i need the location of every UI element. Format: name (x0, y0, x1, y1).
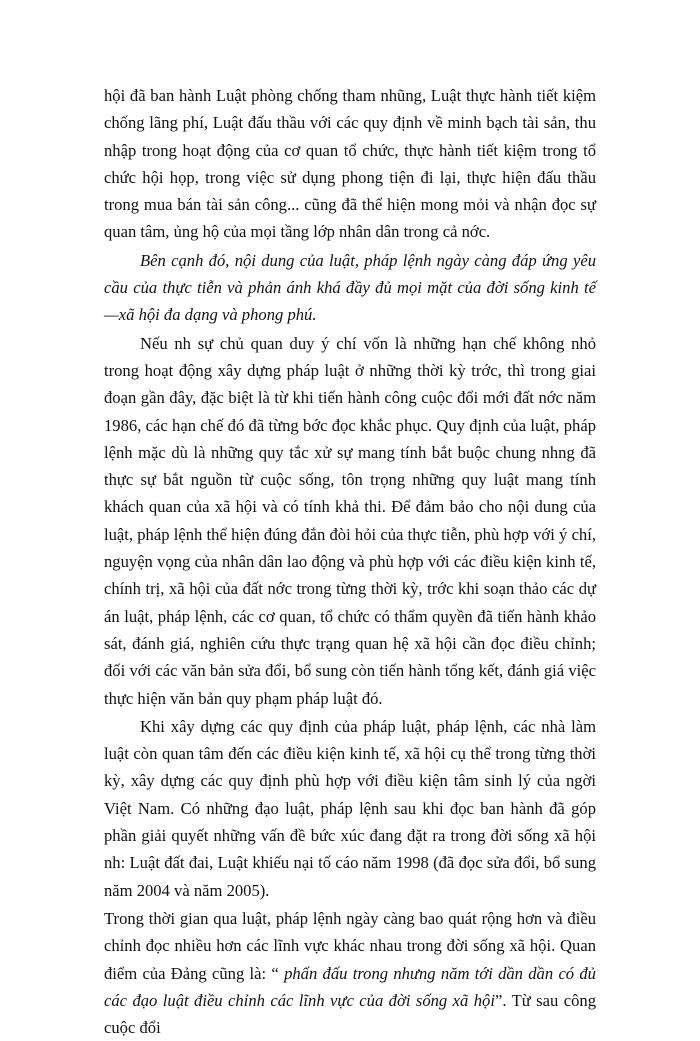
paragraph-socioeconomic-conditions: Khi xây dựng các quy định của pháp luật, pháp lệnh, các nhà làm luật còn quan tâm đến các điều kiện kinh tế, xã hội cụ thể trong từng thời kỳ, xây dựng các quy định phù hợp với điều kiện tâm sinh lý của ngời Việt Nam. Có những đạo luật, pháp lệnh sau khi đọc ban hành đã góp phần giải quyết những vấn đề bức xúc đang đặt ra trong đời sống xã hội nh: Luật đất đai, Luật khiếu nại tố cáo năm 1998 (đã đọc sửa đổi, bổ sung năm 2004 và năm 2005). (104, 716, 596, 900)
paragraph-scope-expansion (104, 905, 596, 1041)
party-quote: phấn đấu trong nhưng năm tới dần dần có đủ các đạo luật điều chỉnh các lĩnh vực của đời sống xã hội (104, 963, 596, 1010)
paragraph-anti-corruption: hội đã ban hành Luật phòng chống tham nhũng, Luật thực hành tiết kiệm chống lãng phí, Luật đấu thầu với các quy định về minh bạch tài sản, thu nhập trong hoạt động của cơ quan tổ chức, thực hành tiết kiệm trong tổ chức hội họp, trong việc sử dụng phong tiện đi lại, thực hiện đấu thầu trong mua bán tài sản công... cũng đã thể hiện mong mỏi và nhận đọc sự quan tâm, ủng hộ của mọi tầng lớp nhân dân trong cả nớc. (104, 86, 596, 242)
paragraph-text-before-quote: Trong thời gian qua luật, pháp lệnh ngày càng bao quát rộng hơn và điều chỉnh đọc nhiều hơn các lĩnh vực khác nhau trong đời sống xã hội. Quan điểm của Đảng cũng là: “ (104, 908, 596, 983)
paragraph-content-diversity: Bên cạnh đó, nội dung của luật, pháp lệnh ngày càng đáp ứng yêu cầu của thực tiễn và phản ánh khá đầy đủ mọi mặt của đời sống kinh tế —xã hội đa dạng và phong phú. (104, 250, 596, 325)
paragraph-text-after-quote: ”. Từ sau công cuộc đổi (104, 990, 596, 1038)
paragraph-lawmaking-limitations: Nếu nh sự chủ quan duy ý chí vốn là những hạn chế không nhỏ trong hoạt động xây dựng pháp luật ở những thời kỳ trớc, thì trong giai đoạn gần đây, đặc biệt là từ khi tiến hành công cuộc đổi mới đất nớc năm 1986, các hạn chế đó đã từng bớc đọc khắc phục. Quy định của luật, pháp lệnh mặc dù là những quy tắc xử sự mang tính bắt buộc chung nhng đã thực sự bắt nguồn từ cuộc sống, tôn trọng những quy luật mang tính khách quan của xã hội và có tính khả thi. Để đảm bảo cho nội dung của luật, pháp lệnh thể hiện đúng đắn đòi hỏi của thực tiễn, phù hợp với ý chí, nguyện vọng của nhân dân lao động và phù hợp với các điều kiện kinh tế, chính trị, xã hội của đất nớc trong từng thời kỳ, trớc khi soạn thảo các dự án luật, pháp lệnh, các cơ quan, tổ chức có thẩm quyền đã tiến hành khảo sát, đánh giá, nghiên cứu thực trạng quan hệ xã hội cần đọc điều chỉnh; đối với các văn bản sửa đổi, bổ sung còn tiến hành tổng kết, đánh giá việc thực hiện văn bản quy phạm pháp luật đó. (104, 333, 596, 708)
